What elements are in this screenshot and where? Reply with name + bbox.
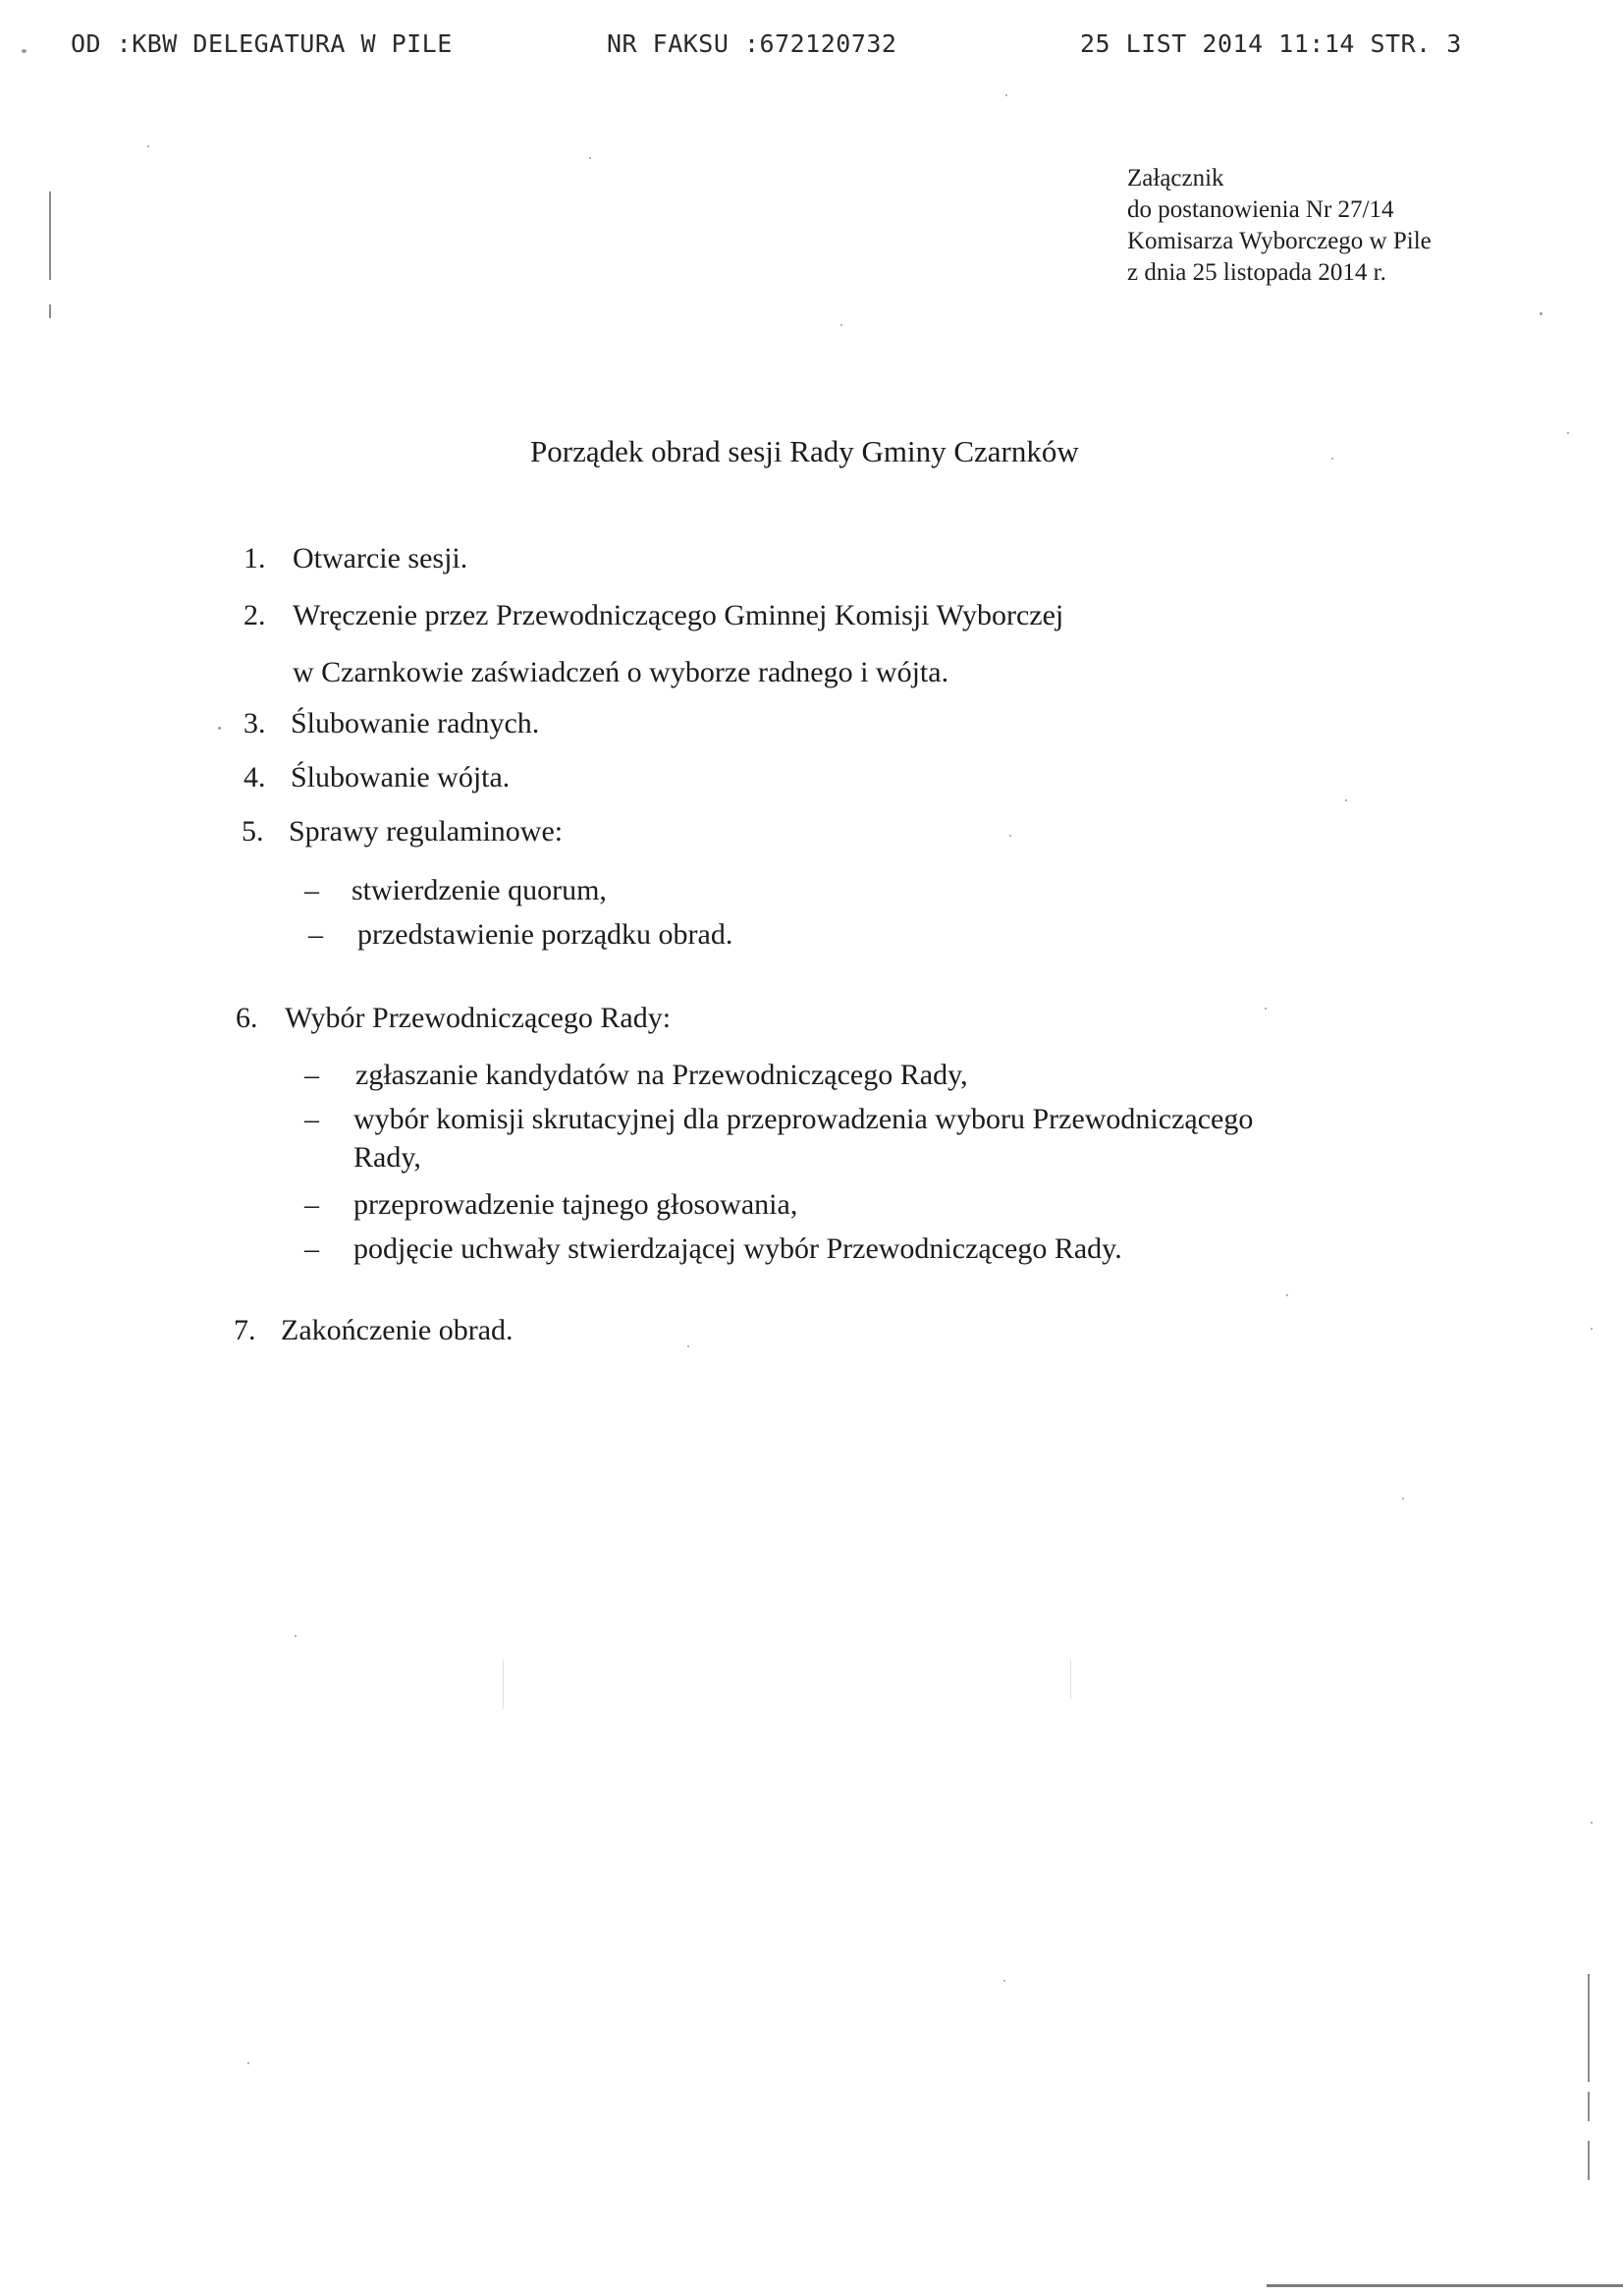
agenda-item-text: Ślubowanie wójta. bbox=[291, 761, 511, 793]
agenda-subitem-text: podjęcie uchwały stwierdzającej wybór Przewodniczącego Rady. bbox=[353, 1232, 1122, 1265]
agenda-subitem-text: stwierdzenie quorum, bbox=[352, 874, 607, 906]
document-title: Porządek obrad sesji Rady Gminy Czarnków bbox=[530, 434, 1079, 468]
scan-speck bbox=[1591, 1822, 1593, 1824]
scan-speck bbox=[1286, 1294, 1288, 1296]
scan-edge-mark bbox=[1588, 2092, 1590, 2121]
scan-speck bbox=[687, 1345, 689, 1347]
bullet-dash: – bbox=[308, 918, 323, 951]
scan-speck bbox=[295, 1635, 297, 1637]
scan-speck bbox=[247, 2062, 249, 2064]
agenda-subitem-continuation: Rady, bbox=[353, 1141, 421, 1174]
scan-speck bbox=[147, 145, 149, 147]
scan-edge-mark bbox=[49, 304, 51, 318]
scan-edge-mark bbox=[49, 191, 51, 260]
attachment-line-3: Komisarza Wyborczego w Pile bbox=[1127, 228, 1432, 254]
scan-speck bbox=[1265, 1008, 1267, 1010]
scan-speck bbox=[1345, 799, 1347, 801]
agenda-item-text: Ślubowanie radnych. bbox=[291, 707, 540, 739]
attachment-line-4: z dnia 25 listopada 2014 r. bbox=[1127, 259, 1386, 286]
bullet-dash: – bbox=[304, 1103, 319, 1135]
agenda-subitem-text: zgłaszanie kandydatów na Przewodniczącego Rady, bbox=[355, 1059, 968, 1091]
scan-edge-mark bbox=[1588, 2141, 1590, 2180]
bullet-dash: – bbox=[304, 1232, 319, 1265]
scan-bottom-edge bbox=[1267, 2284, 1623, 2287]
scan-edge-mark bbox=[1588, 1974, 1590, 2082]
fax-sender: OD :KBW DELEGATURA W PILE bbox=[71, 29, 453, 58]
scan-speck bbox=[589, 157, 591, 159]
agenda-subitem-text: przeprowadzenie tajnego głosowania, bbox=[353, 1188, 798, 1221]
scan-speck bbox=[218, 727, 221, 730]
fax-date-page: 25 LIST 2014 11:14 STR. 3 bbox=[1080, 29, 1462, 58]
agenda-item-text: Wybór Przewodniczącego Rady: bbox=[285, 1002, 672, 1034]
agenda-item-continuation: w Czarnkowie zaświadczeń o wyborze radnego i wójta. bbox=[293, 656, 949, 688]
agenda-item-number: 7. bbox=[234, 1314, 256, 1346]
bullet-dash: – bbox=[304, 1059, 319, 1091]
attachment-note bbox=[1127, 163, 1432, 289]
agenda-item-text: Zakończenie obrad. bbox=[281, 1314, 514, 1346]
attachment-line-2: do postanowienia Nr 27/14 bbox=[1127, 196, 1394, 223]
scan-speck bbox=[1003, 1980, 1005, 1982]
agenda-item-text: Sprawy regulaminowe: bbox=[289, 815, 564, 847]
scan-fold-line bbox=[503, 1660, 504, 1709]
scan-speck bbox=[1402, 1498, 1404, 1500]
scan-speck bbox=[840, 324, 842, 326]
agenda-item-number: 2. bbox=[243, 599, 266, 631]
scan-speck bbox=[1540, 312, 1542, 315]
agenda-item-number: 1. bbox=[243, 542, 266, 574]
agenda-subitem-text: wybór komisji skrutacyjnej dla przeprowadzenia wyboru Przewodniczącego bbox=[353, 1103, 1254, 1135]
scan-speck bbox=[1009, 835, 1011, 837]
bullet-dash: – bbox=[304, 1188, 319, 1221]
scan-speck bbox=[1591, 1328, 1593, 1330]
scan-fold-line bbox=[1070, 1660, 1071, 1699]
scan-edge-mark bbox=[49, 260, 51, 280]
agenda-item-number: 6. bbox=[236, 1002, 258, 1034]
agenda-item-number: 4. bbox=[243, 761, 266, 793]
agenda-subitem-text: przedstawienie porządku obrad. bbox=[357, 918, 733, 951]
scan-speck bbox=[1331, 458, 1333, 460]
agenda-item-text: Otwarcie sesji. bbox=[293, 542, 468, 574]
agenda-item-number: 3. bbox=[243, 707, 266, 739]
bullet-dash: – bbox=[304, 874, 319, 906]
fax-number: NR FAKSU :672120732 bbox=[607, 29, 897, 58]
agenda-item-text: Wręczenie przez Przewodniczącego Gminnej Komisji Wyborczej bbox=[293, 599, 1064, 631]
scan-speck bbox=[22, 49, 27, 53]
agenda-item-number: 5. bbox=[242, 815, 264, 847]
attachment-line-1: Załącznik bbox=[1127, 165, 1224, 191]
scan-speck bbox=[1005, 94, 1007, 96]
scan-speck bbox=[1567, 432, 1569, 434]
fax-header bbox=[0, 29, 1623, 69]
